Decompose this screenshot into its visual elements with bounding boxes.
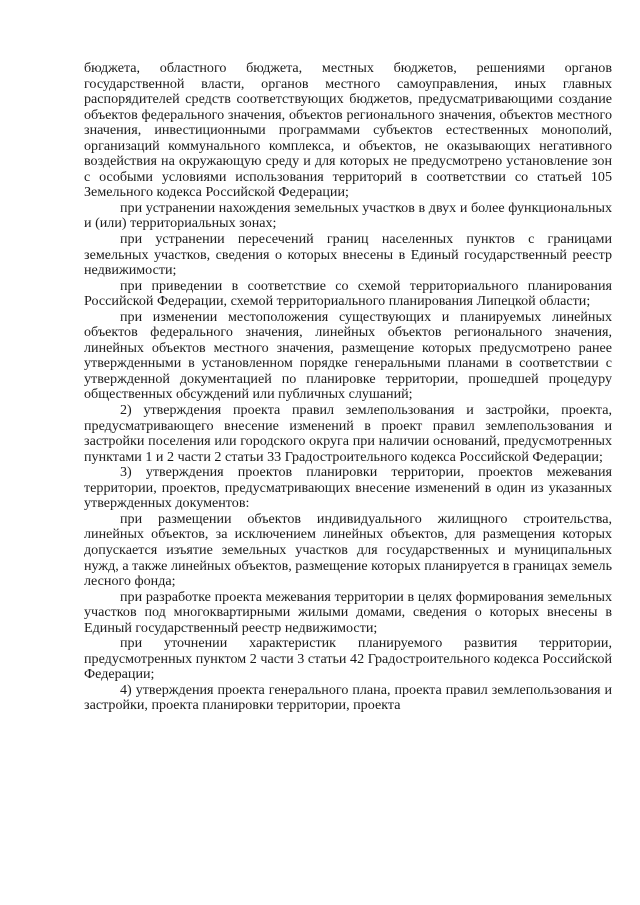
paragraph-5: при изменении местоположения существующих и планируемых линейных объектов федерального значения, линейных объектов регионального значения, линейных объектов местного значения, размещение которых предусмотрено ранее утвержденными в установленном порядке генеральными планами в соответствии с утвержденной документацией по планировке территории, прошедшей процедуру общественных обсуждений или публичных слушаний; [84,308,612,403]
paragraph-10: при уточнении характеристик планируемого развития территории, предусмотренных пунктом 2 части 3 статьи 42 Градостроительного кодекса Российской Федерации; [84,635,612,683]
paragraph-8: при размещении объектов индивидуального жилищного строительства, линейных объектов, за исключением линейных объектов, для размещения которых допускается изъятие земельных участков для государственных и муниципальных нужд, а также линейных объектов, размещение которых планируется в границах земель лесного фонда; [84,510,612,590]
paragraph-2: при устранении нахождения земельных участков в двух и более функциональных и (или) территориальных зонах; [84,199,612,232]
paragraph-4: при приведении в соответствие со схемой территориального планирования Российской Федерации, схемой территориального планирования Липецкой области; [84,277,612,310]
paragraph-3: при устранении пересечений границ населенных пунктов с границами земельных участков, сведения о которых внесены в Единый государственный реестр недвижимости; [84,231,612,279]
paragraph-1: бюджета, областного бюджета, местных бюджетов, решениями органов государственной власти, органов местного самоуправления, иных главных распорядителей средств соответствующих бюджетов, предусматривающими создание объектов федерального значения, объектов регионального значения, объектов местного значения, инвестиционными программами субъектов естественных монополий, организаций коммунального комплекса, и объектов, не оказывающих негативного воздействия на окружающую среду и для которых не предусмотрено установление зон с особыми условиями использования территорий в соответствии со статьей 105 Земельного кодекса Российской Федерации; [84,60,612,201]
paragraph-11: 4) утверждения проекта генерального плана, проекта правил землепользования и застройки, проекта планировки территории, проекта [84,681,612,714]
paragraph-9: при разработке проекта межевания территории в целях формирования земельных участков под многоквартирными жилыми домами, сведения о которых внесены в Единый государственный реестр недвижимости; [84,588,612,636]
paragraph-6: 2) утверждения проекта правил землепользования и застройки, проекта, предусматривающего внесение изменений в проект правил землепользования и застройки поселения или городского округа при наличии оснований, предусмотренных пунктами 1 и 2 части 2 статьи 33 Градостроительного кодекса Российской Федерации; [84,402,612,465]
paragraph-7: 3) утверждения проектов планировки территории, проектов межевания территории, проектов, предусматривающих внесение изменений в один из указанных утвержденных документов: [84,464,612,512]
document-page [84,61,612,714]
